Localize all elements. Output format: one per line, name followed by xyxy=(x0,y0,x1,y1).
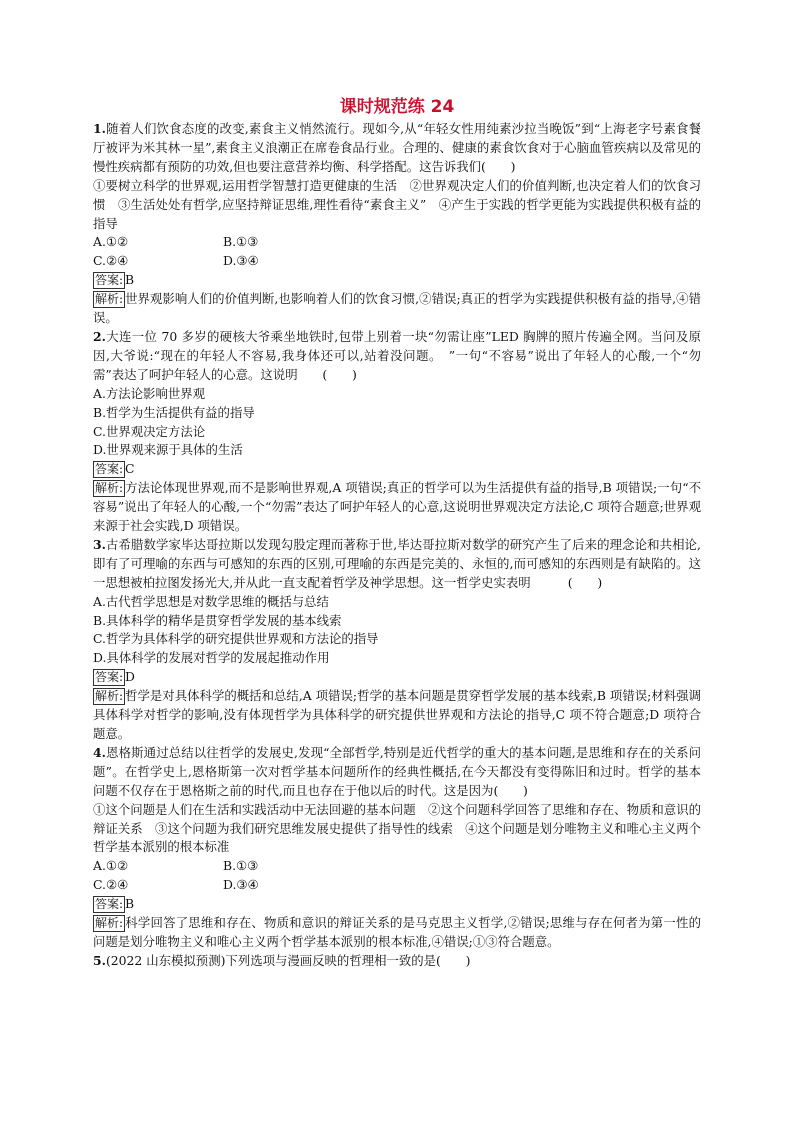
answer-value: C xyxy=(125,461,135,477)
option-d: D.世界观来源于具体的生活 xyxy=(93,442,243,458)
option-a: A.①② xyxy=(93,234,129,250)
option-c: C.②④ xyxy=(93,877,129,893)
option-c: C.哲学为具体科学的研究提供世界观和方法论的指导 xyxy=(93,631,379,647)
answer-value: B xyxy=(125,272,135,288)
answer-label: 答案: xyxy=(95,273,124,288)
option-b: B.具体科学的精华是贯穿哲学发展的基本线索 xyxy=(93,612,342,628)
option-row xyxy=(93,857,701,876)
option-row xyxy=(93,233,701,252)
option-b: B.①③ xyxy=(223,858,259,874)
question-items: ①要树立科学的世界观,运用哲学智慧打造更健康的生活 ②世界观决定人们的价值判断,也决定着人们的饮食习惯 ③生活处处有哲学,应坚持辩证思维,理性看待“素食主义” ④产生于实践的哲学更能为实践提供积极有益的指导 xyxy=(93,177,701,231)
analysis-label: 解析: xyxy=(95,481,124,496)
answer-line xyxy=(93,460,701,479)
option-row xyxy=(93,252,701,271)
option-row xyxy=(93,876,701,895)
option-c: C.世界观决定方法论 xyxy=(93,423,206,439)
answer-label: 答案: xyxy=(95,670,124,685)
analysis-label: 解析: xyxy=(95,916,124,931)
option-d: D.③④ xyxy=(223,877,259,893)
option-b: B.哲学为生活提供有益的指导 xyxy=(93,404,255,420)
analysis-text: 解析: 世界观影响人们的价值判断,也影响着人们的饮食习惯,②错误;真正的哲学为实践提供积极有益的指导,④错误。 xyxy=(93,291,701,326)
question-stem: 2.大连一位 70 多岁的硬核大爷乘坐地铁时,包带上别着一块“勿需让座”LED 胸牌的照片传遍全网。当问及原因,大爷说:“现在的年轻人不容易,我身体还可以,站着没问题。 ”一句“不容易”说出了年轻人的心酸,一个“勿需”表达了呵护年轻人的心意。这说明 ( ) xyxy=(93,328,701,382)
option-a: A.古代哲学思想是对数学思维的概括与总结 xyxy=(93,593,329,609)
answer-line xyxy=(93,895,701,914)
answer-value: D xyxy=(125,669,135,685)
analysis-text: 解析: 科学回答了思维和存在、物质和意识的辩证关系的是马克思主义哲学,②错误;思维与存在何者为第一性的问题是划分唯物主义和唯心主义两个哲学基本派别的根本标准,④错误;①③符合题意。 xyxy=(93,915,701,949)
page-title: 课时规范练 24 xyxy=(339,97,455,117)
question-5 xyxy=(93,952,701,971)
question-stem: 4.恩格斯通过总结以往哲学的发展史,发现“全部哲学,特别是近代哲学的重大的基本问题,是思维和存在的关系问题”。在哲学史上,恩格斯第一次对哲学基本问题所作的经典性概括,在今天都没有变得陈旧和过时。哲学的基本问题不仅存在于恩格斯之前的时代,而且也存在于他以后的时代。这是因为( ) xyxy=(93,744,701,798)
analysis-text: 解析: 哲学是对具体科学的概括和总结,A 项错误;哲学的基本问题是贯穿哲学发展的基本线索,B 项错误;材料强调具体科学对哲学的影响,没有体现哲学为具体科学的研究提供世界观和方法论的指导,C 项不符合题意;D 项符合题意。 xyxy=(93,688,701,741)
answer-line xyxy=(93,668,701,687)
question-2 xyxy=(93,328,701,536)
analysis-label: 解析: xyxy=(95,292,124,307)
question-3 xyxy=(93,536,701,744)
analysis-text: 解析: 方法论体现世界观,而不是影响世界观,A 项错误;真正的哲学可以为生活提供有益的指导,B 项错误;一句“不容易”说出了年轻人的心酸,一个“勿需”表达了呵护年轻人的心意,这说明世界观决定方法论,C 项符合题意;世界观来源于社会实践,D 项错误。 xyxy=(93,480,701,534)
analysis-label: 解析: xyxy=(95,689,124,704)
answer-label: 答案: xyxy=(95,897,124,912)
question-4 xyxy=(93,744,701,952)
answer-value: B xyxy=(125,896,135,912)
answer-label: 答案: xyxy=(95,462,124,477)
option-c: C.②④ xyxy=(93,253,129,269)
question-stem: 5.(2022 山东模拟预测)下列选项与漫画反映的哲理相一致的是( ) xyxy=(93,952,471,968)
option-a: A.①② xyxy=(93,858,129,874)
answer-line xyxy=(93,271,701,290)
question-items: ①这个问题是人们在生活和实践活动中无法回避的基本问题 ②这个问题科学回答了思维和存在、物质和意识的辩证关系 ③这个问题为我们研究思维发展史提供了指导性的线索 ④这个问题是划分唯物主义和唯心主义两个哲学基本派别的根本标准 xyxy=(93,801,701,855)
option-d: D.③④ xyxy=(223,253,259,269)
worksheet-page xyxy=(93,96,701,971)
question-stem: 3.古希腊数学家毕达哥拉斯以发现勾股定理而著称于世,毕达哥拉斯对数学的研究产生了后来的理念论和共相论,即有了可理喻的东西与可感知的东西的区别,可理喻的东西是完美的、永恒的,而可感知的东西则是有缺陷的。这一思想被柏拉图发扬光大,并从此一直支配着哲学及神学思想。这一哲学史实表明 ( ) xyxy=(93,536,701,590)
option-b: B.①③ xyxy=(223,234,259,250)
question-stem: 1.随着人们饮食态度的改变,素食主义悄然流行。现如今,从“年轻女性用纯素沙拉当晚饭”到“上海老字号素食餐厅被评为米其林一星”,素食主义浪潮正在席卷食品行业。合理的、健康的素食饮食对于心脑血管疾病以及常见的慢性疾病都有预防的功效,但也要注意营养均衡、科学搭配。这告诉我们( ) xyxy=(93,121,701,174)
option-d: D.具体科学的发展对哲学的发展起推动作用 xyxy=(93,650,330,666)
question-1 xyxy=(93,120,701,328)
option-a: A.方法论影响世界观 xyxy=(93,385,206,401)
